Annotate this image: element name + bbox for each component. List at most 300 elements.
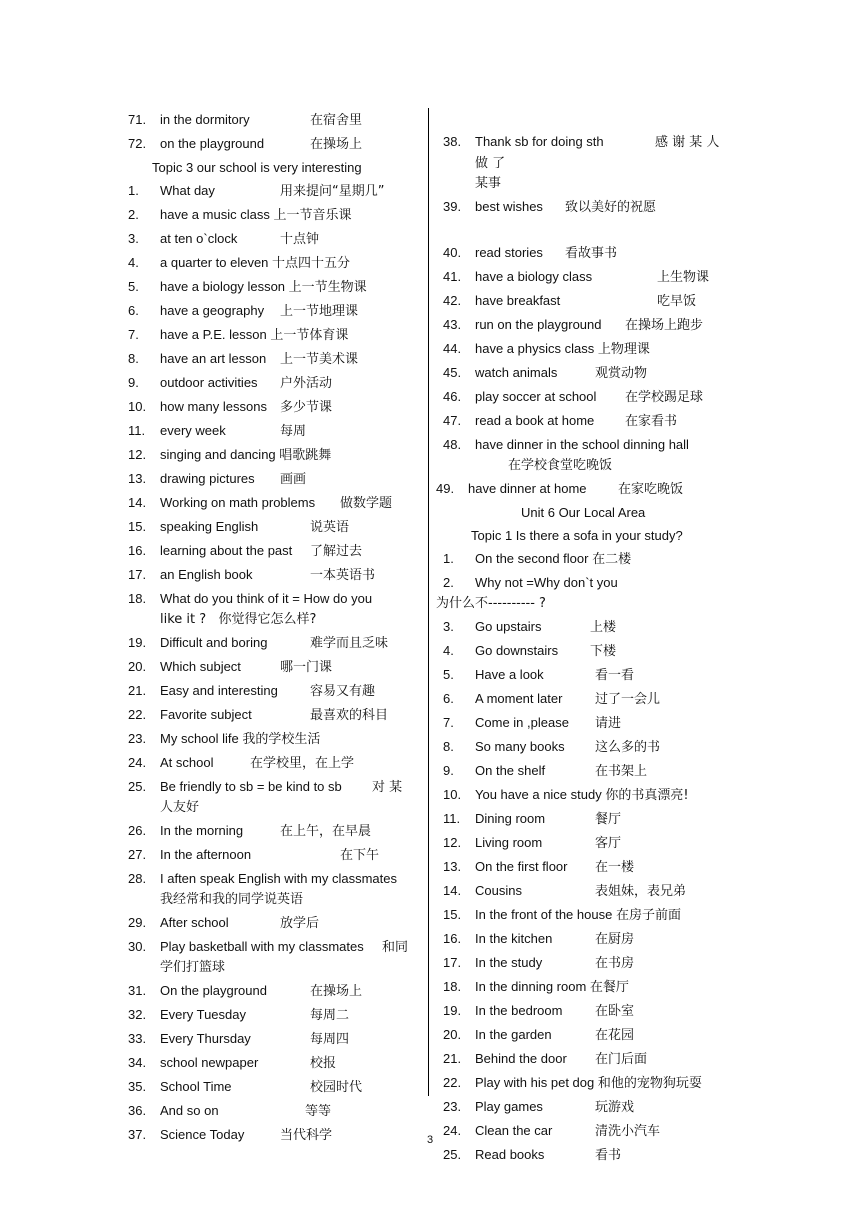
item-number: 6. <box>128 302 139 318</box>
chinese-translation: 校报 <box>310 1055 337 1071</box>
vocab-item <box>443 361 735 385</box>
item-line <box>475 1097 735 1118</box>
vocab-item <box>128 843 413 867</box>
item-line <box>475 435 735 456</box>
english-phrase: play soccer at school <box>475 388 597 404</box>
item-line <box>475 1025 735 1046</box>
chinese-translation: 在操场上跑步 <box>625 317 704 333</box>
item-line <box>160 205 413 226</box>
vocab-item <box>443 879 735 903</box>
vocab-item <box>128 1051 413 1075</box>
english-phrase: have a P.E. lesson <box>160 326 267 342</box>
chinese-translation: 唱歌跳舞 <box>279 447 332 463</box>
vocab-item <box>128 979 413 1003</box>
english-phrase: So many books <box>475 738 565 754</box>
item-number: 8. <box>128 350 139 366</box>
item-number: 20. <box>443 1026 462 1042</box>
item-line <box>475 549 735 570</box>
left-column <box>128 108 413 1147</box>
item-number: 31. <box>128 982 147 998</box>
english-phrase: an English book <box>160 566 253 582</box>
page-number: 3 <box>426 1134 434 1146</box>
chinese-translation: 容易又有趣 <box>310 683 376 699</box>
item-number: 41. <box>443 268 462 284</box>
item-line <box>160 397 413 418</box>
continuation-line: 人友好 <box>160 799 200 815</box>
item-number: 20. <box>128 658 147 674</box>
item-line <box>475 617 735 638</box>
english-phrase: On the shelf <box>475 762 546 778</box>
vocab-item <box>443 547 735 571</box>
item-line <box>160 469 413 490</box>
english-phrase: At school <box>160 754 214 770</box>
item-number: 14. <box>443 882 462 898</box>
chinese-translation: 在厨房 <box>595 931 635 947</box>
item-line <box>160 541 413 562</box>
english-phrase: Read books <box>475 1146 545 1162</box>
english-phrase: have a physics class <box>475 340 595 356</box>
english-phrase: Come in ,please <box>475 714 569 730</box>
item-number: 72. <box>128 135 147 151</box>
continuation-line: 我经常和我的同学说英语 <box>160 891 304 907</box>
chinese-translation: 请进 <box>595 715 622 731</box>
chinese-translation: 当代科学 <box>280 1127 333 1143</box>
chinese-translation: 和同 <box>382 939 409 955</box>
chinese-translation: 在操场上 <box>310 983 363 999</box>
english-phrase: In the study <box>475 954 543 970</box>
vocab-item <box>128 911 413 935</box>
english-phrase: Why not =Why don`t you <box>475 574 618 590</box>
item-line <box>160 181 413 202</box>
section-heading: Topic 3 our school is very interesting <box>152 159 362 175</box>
chinese-translation: 感 谢 某 人 做 了 <box>475 134 720 171</box>
item-line <box>475 1145 735 1166</box>
vocab-item <box>443 130 735 195</box>
continuation-line: 某事 <box>475 175 502 191</box>
item-line <box>160 277 413 298</box>
chinese-translation: 上生物课 <box>657 269 710 285</box>
vocab-item <box>443 951 735 975</box>
vocab-item <box>128 703 413 727</box>
item-line <box>475 665 735 686</box>
vocab-item <box>128 751 413 775</box>
item-number: 13. <box>443 858 462 874</box>
item-number: 19. <box>128 634 147 650</box>
english-phrase: have an art lesson <box>160 350 267 366</box>
chinese-translation: 在家看书 <box>625 413 678 429</box>
item-line <box>475 339 735 360</box>
item-line <box>160 777 413 798</box>
vocab-item <box>128 323 413 347</box>
chinese-translation: 在花园 <box>595 1027 635 1043</box>
english-phrase: speaking English <box>160 518 259 534</box>
item-number: 13. <box>128 470 147 486</box>
item-number: 23. <box>443 1098 462 1114</box>
vocab-item <box>443 711 735 735</box>
item-number: 5. <box>128 278 139 294</box>
chinese-translation: 在一楼 <box>595 859 635 875</box>
item-number: 18. <box>443 978 462 994</box>
item-number: 33. <box>128 1030 147 1046</box>
english-phrase: on the playground <box>160 135 265 151</box>
item-line <box>160 869 413 890</box>
item-line <box>160 657 413 678</box>
item-number: 24. <box>443 1122 462 1138</box>
item-line <box>160 1077 413 1098</box>
vocab-item <box>443 735 735 759</box>
item-line <box>475 761 735 782</box>
item-number: 16. <box>128 542 147 558</box>
item-number: 44. <box>443 340 462 356</box>
item-line <box>475 573 735 594</box>
item-line <box>475 411 735 432</box>
item-line <box>475 1001 735 1022</box>
item-number: 29. <box>128 914 147 930</box>
english-phrase: a quarter to eleven <box>160 254 269 270</box>
chinese-translation: 在宿舍里 <box>310 112 363 128</box>
chinese-translation: 上一节音乐课 <box>273 207 352 223</box>
english-phrase: In the afternoon <box>160 846 252 862</box>
item-number: 42. <box>443 292 462 308</box>
english-phrase: read stories <box>475 244 543 260</box>
vocab-item <box>128 371 413 395</box>
item-number: 38. <box>443 133 462 149</box>
english-phrase: Go upstairs <box>475 618 542 634</box>
english-phrase: Favorite subject <box>160 706 252 722</box>
vocab-item <box>443 663 735 687</box>
item-number: 35. <box>128 1078 147 1094</box>
item-number: 10. <box>128 398 147 414</box>
vocab-item <box>443 337 735 361</box>
chinese-translation: 玩游戏 <box>595 1099 635 1115</box>
item-number: 6. <box>443 690 454 706</box>
continuation-line: 在学校食堂吃晚饭 <box>475 457 613 473</box>
item-line <box>160 517 413 538</box>
english-phrase: learning about the past <box>160 542 293 558</box>
chinese-translation: 上一节体育课 <box>270 327 349 343</box>
item-line <box>475 857 735 878</box>
vocab-item <box>443 1071 735 1095</box>
item-number: 2. <box>128 206 139 222</box>
right-column <box>436 108 735 1167</box>
item-number: 7. <box>128 326 139 342</box>
item-number: 22. <box>443 1074 462 1090</box>
english-phrase: In the garden <box>475 1026 552 1042</box>
vocab-item <box>443 1143 735 1167</box>
item-line <box>160 445 413 466</box>
item-number: 4. <box>128 254 139 270</box>
chinese-translation: 等等 <box>305 1103 332 1119</box>
english-phrase: have breakfast <box>475 292 561 308</box>
vocab-item <box>128 467 413 491</box>
vocab-item <box>128 443 413 467</box>
item-line <box>475 833 735 854</box>
chinese-translation: 上一节地理课 <box>280 303 359 319</box>
english-phrase: In the dinning room <box>475 978 587 994</box>
chinese-translation: 上物理课 <box>597 341 650 357</box>
english-phrase: every week <box>160 422 226 438</box>
item-line <box>475 641 735 662</box>
item-line <box>160 705 413 726</box>
vocab-item <box>128 775 413 819</box>
item-line <box>160 1101 413 1122</box>
english-phrase: school newpaper <box>160 1054 259 1070</box>
vocab-item <box>128 1099 413 1123</box>
vocab-item <box>443 831 735 855</box>
chinese-translation: 最喜欢的科目 <box>310 707 389 723</box>
english-phrase: And so on <box>160 1102 219 1118</box>
vocab-item <box>128 539 413 563</box>
item-number: 37. <box>128 1126 147 1142</box>
chinese-translation: 上一节美术课 <box>280 351 359 367</box>
vocab-item <box>128 227 413 251</box>
item-number: 24. <box>128 754 147 770</box>
item-line <box>160 493 413 514</box>
item-line <box>475 881 735 902</box>
vocab-item <box>443 783 735 807</box>
vocab-item <box>443 639 735 663</box>
english-phrase: Play games <box>475 1098 543 1114</box>
item-line <box>475 785 735 806</box>
english-phrase: Living room <box>475 834 543 850</box>
chinese-translation: 看书 <box>595 1147 622 1163</box>
chinese-translation: 在二楼 <box>592 551 632 567</box>
english-phrase: On the second floor <box>475 550 589 566</box>
vocab-item <box>128 727 413 751</box>
item-line <box>160 325 413 346</box>
english-phrase: singing and dancing <box>160 446 276 462</box>
item-number: 9. <box>443 762 454 778</box>
english-phrase: Behind the door <box>475 1050 567 1066</box>
chinese-translation: 对 某 <box>372 779 403 795</box>
chinese-translation: 你的书真漂亮! <box>605 787 689 803</box>
vocab-item <box>443 1023 735 1047</box>
item-number: 21. <box>128 682 147 698</box>
english-phrase: read a book at home <box>475 412 595 428</box>
chinese-translation: 我的学校生活 <box>242 731 321 747</box>
item-number: 43. <box>443 316 462 332</box>
chinese-translation: 每周二 <box>310 1007 350 1023</box>
chinese-translation: 这么多的书 <box>595 739 661 755</box>
chinese-translation: 做数学题 <box>340 495 393 511</box>
english-phrase: how many lessons <box>160 398 267 414</box>
chinese-translation: 了解过去 <box>310 543 363 559</box>
item-number: 3. <box>443 618 454 634</box>
item-line <box>475 267 735 288</box>
item-number: 11. <box>443 810 461 826</box>
english-phrase: Thank sb for doing sth <box>475 133 604 149</box>
vocab-item <box>443 289 735 313</box>
item-number: 48. <box>443 436 462 452</box>
item-line <box>475 809 735 830</box>
chinese-translation: 每周四 <box>310 1031 350 1047</box>
chinese-translation: 看一看 <box>595 667 635 683</box>
vocab-item <box>128 563 413 587</box>
vocab-item <box>128 203 413 227</box>
item-number: 10. <box>443 786 462 802</box>
chinese-translation: 上楼 <box>590 619 617 635</box>
item-number: 21. <box>443 1050 462 1066</box>
vocab-item <box>443 687 735 711</box>
item-line <box>475 713 735 734</box>
chinese-translation: 难学而且乏味 <box>310 635 389 651</box>
english-phrase: Dining room <box>475 810 546 826</box>
item-number: 11. <box>128 422 146 438</box>
vocab-item <box>128 275 413 299</box>
item-number: 5. <box>443 666 454 682</box>
chinese-translation: 一本英语书 <box>310 567 376 583</box>
chinese-translation: 放学后 <box>280 915 320 931</box>
english-phrase: Play with his pet dog <box>475 1074 595 1090</box>
item-number: 45. <box>443 364 462 380</box>
english-phrase: drawing pictures <box>160 470 255 486</box>
english-phrase: After school <box>160 914 229 930</box>
english-phrase: In the front of the house <box>475 906 613 922</box>
item-number: 17. <box>128 566 147 582</box>
item-number: 9. <box>128 374 139 390</box>
english-phrase: School Time <box>160 1078 232 1094</box>
item-line <box>160 913 413 934</box>
vocab-item <box>128 251 413 275</box>
item-number: 12. <box>443 834 462 850</box>
item-number: 49. <box>436 480 455 496</box>
chinese-translation: 户外活动 <box>280 375 333 391</box>
section-heading: Topic 1 Is there a sofa in your study? <box>471 527 683 543</box>
continuation-line: like it ? 你觉得它怎么样? <box>160 611 317 627</box>
chinese-translation: 看故事书 <box>565 245 618 261</box>
vocab-item <box>128 1003 413 1027</box>
english-phrase: have dinner at home <box>468 480 587 496</box>
english-phrase: Which subject <box>160 658 241 674</box>
item-line <box>475 689 735 710</box>
chinese-translation: 多少节课 <box>280 399 333 415</box>
english-phrase: Play basketball with my classmates <box>160 938 364 954</box>
chinese-translation: 在学校里，在上学 <box>250 755 355 771</box>
item-line <box>475 243 735 264</box>
vocab-item <box>128 1075 413 1099</box>
chinese-translation: 上一节生物课 <box>288 279 367 295</box>
vocab-item <box>443 1095 735 1119</box>
english-phrase: best wishes <box>475 198 543 214</box>
chinese-translation: 在卧室 <box>595 1003 635 1019</box>
english-phrase: have dinner in the school dinning hall <box>475 436 689 452</box>
item-line <box>160 845 413 866</box>
item-line <box>475 132 735 174</box>
vocab-item <box>128 347 413 371</box>
english-phrase: Every Tuesday <box>160 1006 246 1022</box>
english-phrase: Be friendly to sb = be kind to sb <box>160 778 342 794</box>
item-line <box>160 253 413 274</box>
chinese-translation: 在书房 <box>595 955 635 971</box>
item-number: 1. <box>128 182 139 198</box>
item-number: 17. <box>443 954 462 970</box>
vocab-item <box>443 615 735 639</box>
english-phrase: watch animals <box>475 364 558 380</box>
item-number: 40. <box>443 244 462 260</box>
item-line <box>475 1049 735 1070</box>
item-number: 47. <box>443 412 462 428</box>
vocab-item <box>436 477 735 501</box>
english-phrase: have a music class <box>160 206 270 222</box>
item-number: 12. <box>128 446 147 462</box>
vocab-item <box>443 433 735 477</box>
item-line <box>160 729 413 750</box>
chinese-translation: 哪一门课 <box>280 659 333 675</box>
vocab-item <box>128 179 413 203</box>
english-phrase: run on the playground <box>475 316 602 332</box>
english-phrase: A moment later <box>475 690 563 706</box>
item-number: 25. <box>443 1146 462 1162</box>
vocab-item <box>128 631 413 655</box>
english-phrase: You have a nice study <box>475 786 602 802</box>
item-number: 8. <box>443 738 454 754</box>
chinese-translation: 每周 <box>280 423 307 439</box>
vocab-item <box>443 759 735 783</box>
chinese-translation: 校园时代 <box>310 1079 363 1095</box>
item-line <box>160 753 413 774</box>
item-number: 19. <box>443 1002 462 1018</box>
item-line <box>160 110 413 131</box>
spacer <box>443 108 735 130</box>
item-number: 3. <box>128 230 139 246</box>
english-phrase: Cousins <box>475 882 522 898</box>
english-phrase: Difficult and boring <box>160 634 268 650</box>
vocab-item <box>128 1027 413 1051</box>
chinese-translation: 在下午 <box>340 847 380 863</box>
item-line <box>160 421 413 442</box>
item-line <box>475 929 735 950</box>
chinese-translation: 清洗小汽车 <box>595 1123 661 1139</box>
item-line <box>160 937 413 958</box>
chinese-translation: 在餐厅 <box>589 979 629 995</box>
english-phrase: I aften speak English with my classmates <box>160 870 397 886</box>
vocab-item <box>436 571 735 615</box>
english-phrase: In the bedroom <box>475 1002 563 1018</box>
item-number: 32. <box>128 1006 147 1022</box>
chinese-translation: 在房子前面 <box>615 907 681 923</box>
chinese-translation: 表姐妹，表兄弟 <box>595 883 687 899</box>
item-line <box>475 363 735 384</box>
english-phrase: Go downstairs <box>475 642 559 658</box>
vocab-item <box>128 655 413 679</box>
item-number: 26. <box>128 822 147 838</box>
chinese-translation: 十点钟 <box>280 231 320 247</box>
item-number: 15. <box>443 906 462 922</box>
item-line <box>160 349 413 370</box>
vocab-item <box>443 409 735 433</box>
vocab-item <box>443 927 735 951</box>
english-phrase: Clean the car <box>475 1122 553 1138</box>
item-number: 30. <box>128 938 147 954</box>
vocab-item <box>128 935 413 979</box>
continuation-line: 为什么不---------- ? <box>436 595 546 611</box>
vocab-item <box>443 241 735 265</box>
english-phrase: Science Today <box>160 1126 245 1142</box>
english-phrase: Have a look <box>475 666 544 682</box>
vocab-item <box>128 419 413 443</box>
chinese-translation: 观赏动物 <box>595 365 648 381</box>
item-line <box>160 633 413 654</box>
english-phrase: have a biology class <box>475 268 593 284</box>
vocab-item <box>128 108 413 132</box>
english-phrase: On the playground <box>160 982 267 998</box>
english-phrase: Easy and interesting <box>160 682 278 698</box>
english-phrase: at ten o`clock <box>160 230 238 246</box>
english-phrase: In the morning <box>160 822 244 838</box>
vocab-item <box>128 395 413 419</box>
vocab-item <box>128 679 413 703</box>
item-number: 46. <box>443 388 462 404</box>
